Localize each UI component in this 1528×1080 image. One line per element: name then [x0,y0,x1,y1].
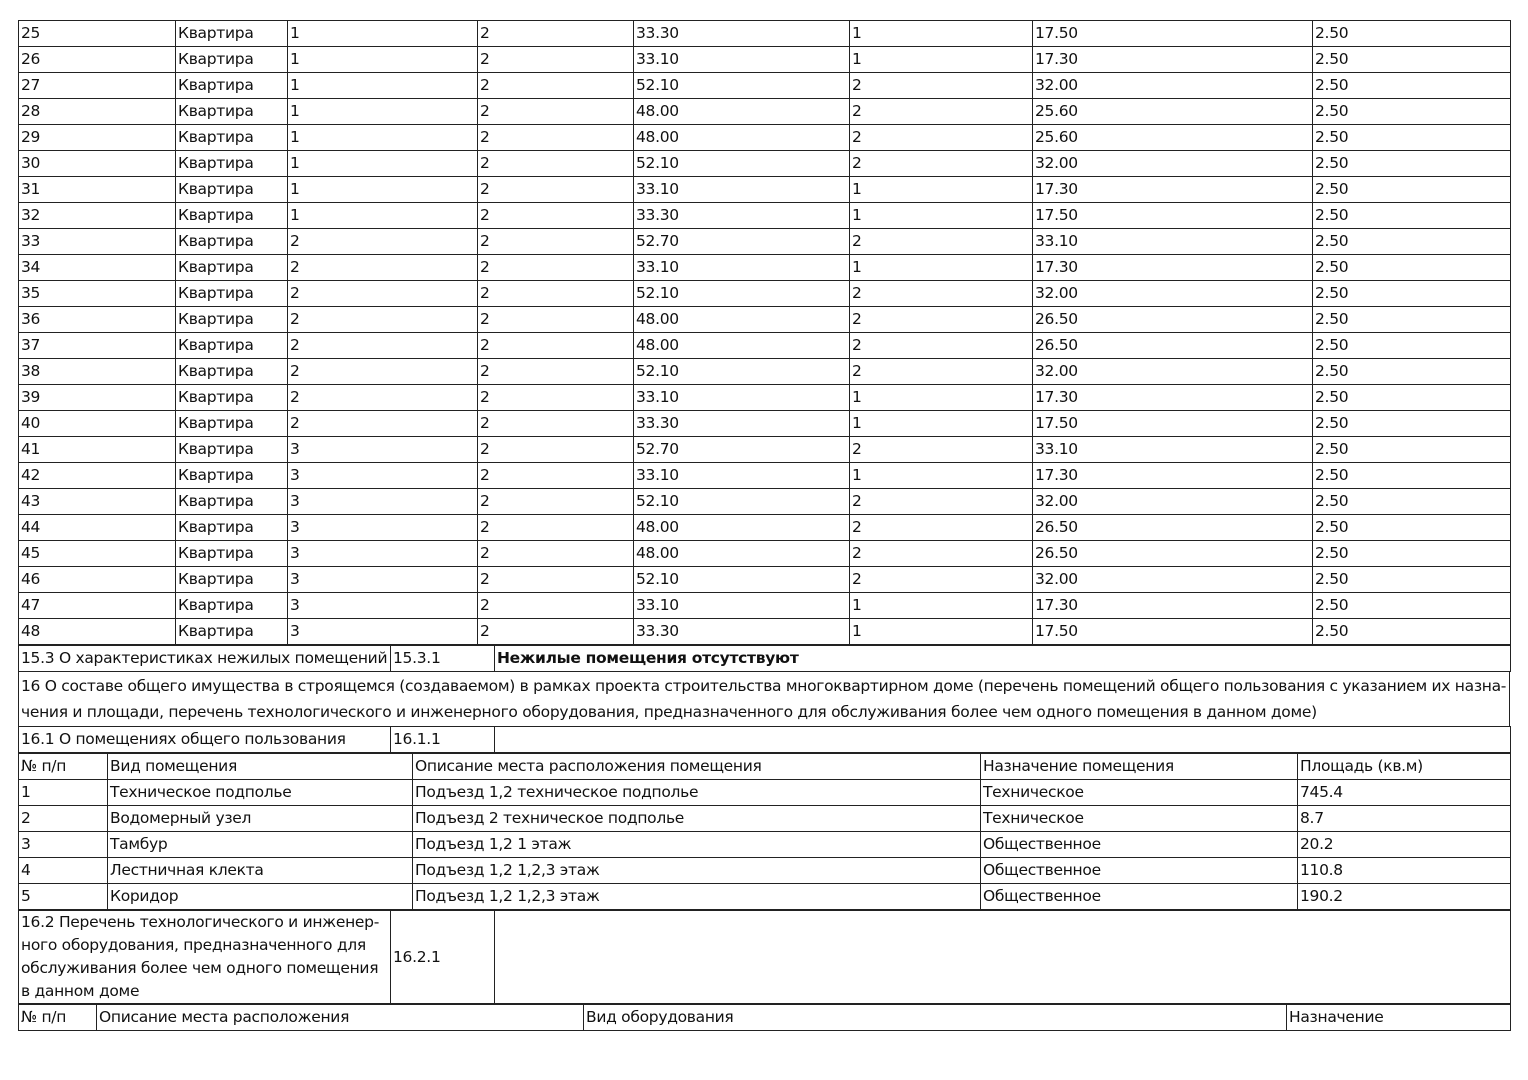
apartment-living-area-cell: 32.00 [1033,567,1313,593]
apartment-type-cell: Квартира [176,515,288,541]
apartment-ceiling-cell: 2.50 [1313,385,1511,411]
apartment-type-cell: Квартира [176,151,288,177]
apartment-row [19,411,1511,437]
premises-no-cell: 2 [19,806,108,832]
apartment-ceiling-cell: 2.50 [1313,99,1511,125]
section-16-row [19,672,1510,727]
premises-kind-cell: Техническое подполье [108,780,413,806]
apartment-floor-cell: 2 [478,541,634,567]
apartment-ceiling-cell: 2.50 [1313,203,1511,229]
apartment-ceiling-cell: 2.50 [1313,151,1511,177]
apartment-floor-cell: 2 [478,411,634,437]
header-location: Описание места расположения помещения [413,753,981,780]
apartment-area-cell: 48.00 [634,541,850,567]
equip-header-location: Описание места расположения [97,1004,584,1031]
apartment-area-cell: 48.00 [634,307,850,333]
equipment-header [19,1004,1511,1031]
apartments-table [18,20,1511,645]
section-16-2-value [495,910,1511,1004]
apartment-ceiling-cell: 2.50 [1313,255,1511,281]
apartment-rooms-cell: 1 [850,47,1033,73]
premises-no-cell: 1 [19,780,108,806]
apartment-no-cell: 28 [19,99,176,125]
section-15-3-table [18,644,1511,672]
premises-location-cell: Подъезд 1,2 1 этаж [413,832,981,858]
apartment-type-cell: Квартира [176,359,288,385]
apartment-type-cell: Квартира [176,541,288,567]
apartment-area-cell: 33.10 [634,47,850,73]
apartment-area-cell: 33.30 [634,619,850,645]
apartment-rooms-cell: 1 [850,203,1033,229]
apartment-floor-cell: 2 [478,229,634,255]
apartment-floor-cell: 2 [478,281,634,307]
premises-area-cell: 8.7 [1298,806,1511,832]
apartment-living-area-cell: 25.60 [1033,99,1313,125]
apartment-ceiling-cell: 2.50 [1313,125,1511,151]
apartment-row [19,489,1511,515]
apartment-ceiling-cell: 2.50 [1313,229,1511,255]
apartment-ceiling-cell: 2.50 [1313,73,1511,99]
premises-kind-cell: Лестничная клекта [108,858,413,884]
apartment-area-cell: 33.10 [634,177,850,203]
apartment-living-area-cell: 17.30 [1033,385,1313,411]
apartment-row [19,281,1511,307]
apartment-row [19,203,1511,229]
apartment-entrance-cell: 1 [288,99,478,125]
apartment-type-cell: Квартира [176,307,288,333]
apartment-ceiling-cell: 2.50 [1313,515,1511,541]
apartment-living-area-cell: 17.50 [1033,619,1313,645]
section-16-1-row [19,727,1511,753]
apartment-row [19,177,1511,203]
apartment-living-area-cell: 26.50 [1033,307,1313,333]
apartment-row [19,125,1511,151]
apartment-entrance-cell: 3 [288,567,478,593]
apartment-living-area-cell: 17.30 [1033,255,1313,281]
apartment-no-cell: 29 [19,125,176,151]
apartment-no-cell: 27 [19,73,176,99]
apartment-entrance-cell: 1 [288,177,478,203]
premises-row [19,780,1511,806]
apartment-rooms-cell: 1 [850,385,1033,411]
apartment-living-area-cell: 17.30 [1033,177,1313,203]
apartment-floor-cell: 2 [478,619,634,645]
apartment-type-cell: Квартира [176,489,288,515]
header-purpose: Назначение помещения [981,753,1298,780]
apartment-rooms-cell: 2 [850,541,1033,567]
apartment-rooms-cell: 1 [850,177,1033,203]
section-15-3-value: Нежилые помещения отсутствуют [495,645,1511,672]
apartment-floor-cell: 2 [478,99,634,125]
apartment-no-cell: 42 [19,463,176,489]
premises-purpose-cell: Общественное [981,884,1298,910]
apartment-row [19,21,1511,47]
apartment-living-area-cell: 33.10 [1033,437,1313,463]
apartment-ceiling-cell: 2.50 [1313,567,1511,593]
apartment-ceiling-cell: 2.50 [1313,541,1511,567]
apartment-no-cell: 26 [19,47,176,73]
apartment-row [19,619,1511,645]
apartment-no-cell: 44 [19,515,176,541]
apartment-area-cell: 52.10 [634,281,850,307]
apartment-area-cell: 33.10 [634,593,850,619]
apartment-living-area-cell: 33.10 [1033,229,1313,255]
apartment-rooms-cell: 2 [850,99,1033,125]
apartment-row [19,515,1511,541]
apartment-rooms-cell: 2 [850,359,1033,385]
apartment-row [19,47,1511,73]
apartment-floor-cell: 2 [478,333,634,359]
apartment-type-cell: Квартира [176,437,288,463]
section-16-1-code: 16.1.1 [391,727,495,753]
premises-location-cell: Подъезд 1,2 1,2,3 этаж [413,858,981,884]
apartment-floor-cell: 2 [478,489,634,515]
apartment-floor-cell: 2 [478,593,634,619]
apartment-entrance-cell: 2 [288,281,478,307]
apartment-no-cell: 31 [19,177,176,203]
apartment-type-cell: Квартира [176,99,288,125]
apartment-no-cell: 48 [19,619,176,645]
apartment-rooms-cell: 2 [850,281,1033,307]
apartment-type-cell: Квартира [176,619,288,645]
apartment-living-area-cell: 17.50 [1033,411,1313,437]
apartment-ceiling-cell: 2.50 [1313,281,1511,307]
apartment-rooms-cell: 1 [850,619,1033,645]
apartment-type-cell: Квартира [176,21,288,47]
apartment-row [19,307,1511,333]
apartment-no-cell: 40 [19,411,176,437]
apartment-type-cell: Квартира [176,203,288,229]
apartment-entrance-cell: 2 [288,255,478,281]
apartment-entrance-cell: 3 [288,619,478,645]
apartment-living-area-cell: 32.00 [1033,151,1313,177]
apartment-ceiling-cell: 2.50 [1313,593,1511,619]
apartment-type-cell: Квартира [176,177,288,203]
common-premises-header [19,753,1511,780]
section-16-2-row [19,910,1511,1004]
apartment-row [19,385,1511,411]
apartment-rooms-cell: 1 [850,21,1033,47]
apartment-floor-cell: 2 [478,385,634,411]
section-16-2-table [18,909,1511,1004]
apartment-area-cell: 33.10 [634,385,850,411]
apartment-no-cell: 33 [19,229,176,255]
apartment-area-cell: 33.10 [634,255,850,281]
apartment-row [19,151,1511,177]
apartment-rooms-cell: 2 [850,515,1033,541]
apartment-entrance-cell: 2 [288,385,478,411]
apartment-area-cell: 48.00 [634,99,850,125]
apartment-floor-cell: 2 [478,125,634,151]
apartment-entrance-cell: 3 [288,541,478,567]
apartment-rooms-cell: 1 [850,593,1033,619]
premises-row [19,832,1511,858]
apartment-floor-cell: 2 [478,515,634,541]
apartment-entrance-cell: 3 [288,489,478,515]
premises-row [19,858,1511,884]
header-kind: Вид помещения [108,753,413,780]
apartment-rooms-cell: 2 [850,437,1033,463]
apartment-entrance-cell: 1 [288,125,478,151]
apartment-no-cell: 45 [19,541,176,567]
section-16-2-code: 16.2.1 [391,910,495,1004]
section-16-1-table [18,726,1511,753]
apartment-rooms-cell: 1 [850,463,1033,489]
apartment-living-area-cell: 32.00 [1033,489,1313,515]
apartment-area-cell: 33.30 [634,203,850,229]
premises-no-cell: 5 [19,884,108,910]
apartment-floor-cell: 2 [478,307,634,333]
apartment-floor-cell: 2 [478,21,634,47]
apartment-floor-cell: 2 [478,567,634,593]
common-premises-table [18,752,1511,910]
apartment-floor-cell: 2 [478,359,634,385]
apartment-entrance-cell: 1 [288,21,478,47]
premises-purpose-cell: Техническое [981,806,1298,832]
apartment-type-cell: Квартира [176,333,288,359]
apartment-area-cell: 52.10 [634,151,850,177]
apartment-living-area-cell: 32.00 [1033,359,1313,385]
premises-location-cell: Подъезд 2 техническое подполье [413,806,981,832]
apartment-rooms-cell: 2 [850,489,1033,515]
apartment-area-cell: 33.10 [634,463,850,489]
apartment-entrance-cell: 1 [288,151,478,177]
apartment-row [19,593,1511,619]
apartment-living-area-cell: 32.00 [1033,73,1313,99]
apartment-rooms-cell: 2 [850,229,1033,255]
apartment-rooms-cell: 2 [850,73,1033,99]
apartment-ceiling-cell: 2.50 [1313,307,1511,333]
apartment-no-cell: 30 [19,151,176,177]
premises-area-cell: 190.2 [1298,884,1511,910]
apartment-row [19,541,1511,567]
apartment-type-cell: Квартира [176,47,288,73]
section-16-1-value [495,727,1511,753]
apartment-row [19,73,1511,99]
apartment-ceiling-cell: 2.50 [1313,437,1511,463]
apartment-rooms-cell: 2 [850,333,1033,359]
apartment-ceiling-cell: 2.50 [1313,619,1511,645]
apartment-living-area-cell: 26.50 [1033,541,1313,567]
apartment-floor-cell: 2 [478,463,634,489]
apartment-floor-cell: 2 [478,203,634,229]
apartment-type-cell: Квартира [176,255,288,281]
apartment-rooms-cell: 2 [850,307,1033,333]
equip-header-no: № п/п [19,1004,97,1031]
apartment-entrance-cell: 2 [288,411,478,437]
apartment-area-cell: 52.70 [634,229,850,255]
section-15-3-label: 15.3 О характеристиках нежилых помещений [19,645,391,672]
premises-kind-cell: Тамбур [108,832,413,858]
apartment-ceiling-cell: 2.50 [1313,463,1511,489]
apartment-type-cell: Квартира [176,281,288,307]
premises-row [19,884,1511,910]
apartment-entrance-cell: 1 [288,47,478,73]
apartment-row [19,463,1511,489]
document-page [18,20,1510,1031]
apartment-type-cell: Квартира [176,411,288,437]
apartment-ceiling-cell: 2.50 [1313,177,1511,203]
apartment-floor-cell: 2 [478,47,634,73]
apartment-entrance-cell: 2 [288,307,478,333]
apartment-entrance-cell: 3 [288,515,478,541]
apartment-area-cell: 33.30 [634,21,850,47]
apartment-no-cell: 39 [19,385,176,411]
apartment-living-area-cell: 17.50 [1033,203,1313,229]
premises-purpose-cell: Общественное [981,832,1298,858]
premises-location-cell: Подъезд 1,2 техническое подполье [413,780,981,806]
premises-area-cell: 110.8 [1298,858,1511,884]
header-area: Площадь (кв.м) [1298,753,1511,780]
apartment-entrance-cell: 3 [288,593,478,619]
equip-header-purpose: Назначение [1287,1004,1511,1031]
section-15-3-code: 15.3.1 [391,645,495,672]
apartment-entrance-cell: 2 [288,333,478,359]
apartment-entrance-cell: 1 [288,73,478,99]
premises-kind-cell: Коридор [108,884,413,910]
premises-row [19,806,1511,832]
premises-location-cell: Подъезд 1,2 1,2,3 этаж [413,884,981,910]
apartment-no-cell: 38 [19,359,176,385]
apartment-living-area-cell: 17.30 [1033,463,1313,489]
apartment-rooms-cell: 1 [850,255,1033,281]
apartment-no-cell: 46 [19,567,176,593]
apartment-rooms-cell: 2 [850,125,1033,151]
apartment-no-cell: 32 [19,203,176,229]
apartment-living-area-cell: 26.50 [1033,333,1313,359]
section-16-text: 16 О составе общего имущества в строящемся (создаваемом) в рамках проекта строительства многоквартирном доме (перечень помещений общего пользования с указанием их назна-чения и площади, перечень технологического и инженерного оборудования, предназначенного для обслуживания более чем одного помещения в данном доме) [19,672,1510,727]
apartment-floor-cell: 2 [478,73,634,99]
apartment-area-cell: 52.10 [634,359,850,385]
apartment-row [19,359,1511,385]
premises-area-cell: 745.4 [1298,780,1511,806]
equipment-table [18,1003,1511,1031]
apartment-floor-cell: 2 [478,177,634,203]
section-16-1-label: 16.1 О помещениях общего пользования [19,727,391,753]
apartment-no-cell: 35 [19,281,176,307]
premises-no-cell: 3 [19,832,108,858]
apartment-row [19,99,1511,125]
apartment-row [19,437,1511,463]
premises-no-cell: 4 [19,858,108,884]
apartment-floor-cell: 2 [478,255,634,281]
apartment-area-cell: 48.00 [634,333,850,359]
apartment-rooms-cell: 2 [850,151,1033,177]
apartment-rooms-cell: 2 [850,567,1033,593]
apartment-entrance-cell: 1 [288,203,478,229]
apartment-entrance-cell: 2 [288,359,478,385]
apartment-entrance-cell: 3 [288,463,478,489]
apartment-area-cell: 48.00 [634,515,850,541]
apartment-living-area-cell: 26.50 [1033,515,1313,541]
equip-header-kind: Вид оборудования [584,1004,1287,1031]
apartment-area-cell: 52.10 [634,489,850,515]
apartment-type-cell: Квартира [176,229,288,255]
apartment-floor-cell: 2 [478,437,634,463]
apartment-area-cell: 52.70 [634,437,850,463]
apartment-ceiling-cell: 2.50 [1313,359,1511,385]
apartment-rooms-cell: 1 [850,411,1033,437]
apartment-ceiling-cell: 2.50 [1313,47,1511,73]
section-15-3-row [19,645,1511,672]
premises-area-cell: 20.2 [1298,832,1511,858]
header-no: № п/п [19,753,108,780]
apartment-row [19,229,1511,255]
apartment-area-cell: 52.10 [634,567,850,593]
apartment-type-cell: Квартира [176,385,288,411]
apartment-type-cell: Квартира [176,567,288,593]
apartment-type-cell: Квартира [176,73,288,99]
apartment-no-cell: 36 [19,307,176,333]
apartment-no-cell: 25 [19,21,176,47]
premises-purpose-cell: Общественное [981,858,1298,884]
section-16-table [18,671,1510,727]
apartment-living-area-cell: 25.60 [1033,125,1313,151]
apartment-type-cell: Квартира [176,463,288,489]
apartment-area-cell: 48.00 [634,125,850,151]
apartment-floor-cell: 2 [478,151,634,177]
apartment-no-cell: 41 [19,437,176,463]
apartment-ceiling-cell: 2.50 [1313,21,1511,47]
apartment-ceiling-cell: 2.50 [1313,489,1511,515]
apartment-row [19,567,1511,593]
apartment-no-cell: 47 [19,593,176,619]
apartment-living-area-cell: 32.00 [1033,281,1313,307]
apartment-ceiling-cell: 2.50 [1313,333,1511,359]
premises-purpose-cell: Техническое [981,780,1298,806]
apartment-row [19,333,1511,359]
apartment-ceiling-cell: 2.50 [1313,411,1511,437]
apartment-entrance-cell: 3 [288,437,478,463]
apartment-living-area-cell: 17.30 [1033,593,1313,619]
apartment-no-cell: 34 [19,255,176,281]
apartment-no-cell: 37 [19,333,176,359]
apartment-no-cell: 43 [19,489,176,515]
apartment-area-cell: 52.10 [634,73,850,99]
apartment-area-cell: 33.30 [634,411,850,437]
apartment-entrance-cell: 2 [288,229,478,255]
apartment-type-cell: Квартира [176,593,288,619]
section-16-2-label: 16.2 Перечень технологического и инженер-ного оборудования, предназначенного для обслуживания более чем одного помещения в данном доме [19,910,391,1004]
premises-kind-cell: Водомерный узел [108,806,413,832]
apartment-living-area-cell: 17.50 [1033,21,1313,47]
apartment-living-area-cell: 17.30 [1033,47,1313,73]
apartment-type-cell: Квартира [176,125,288,151]
apartment-row [19,255,1511,281]
